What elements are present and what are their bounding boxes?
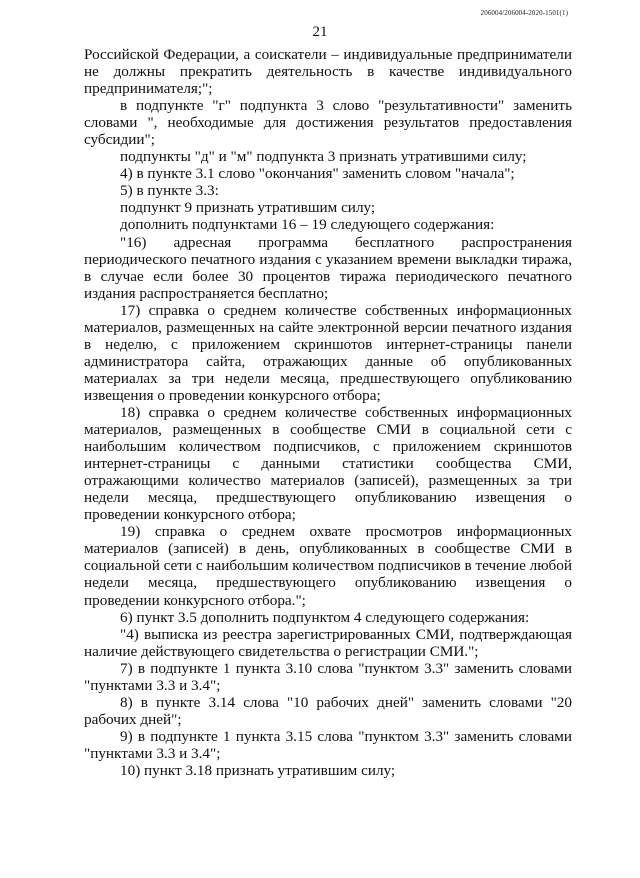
paragraph-subitem-16: "16) адресная программа бесплатного распространения периодического печатного издания с указанием времени выкладки тиража, в случае если более 30 процентов тиража периодического печатного издания распространяется бесплатно; [84,233,572,302]
paragraph-subitem-18: 18) справка о среднем количестве собственных информационных материалов, размещенных в сообществе СМИ в социальной сети с наибольшим количеством подписчиков, с приложением скриншотов интернет-страницы с данными статистики сообщества СМИ, отражающими количество материалов (записей), размещенных за три недели месяца, предшествующего опубликованию извещения о проведении конкурсного отбора; [84,403,572,524]
paragraph-continuation: Российской Федерации, а соискатели – индивидуальные предприниматели не должны прекратить деятельность в качестве индивидуального предпринимателя;"; [84,46,572,98]
paragraph-add-subitems: дополнить подпунктами 16 – 19 следующего содержания: [120,216,495,234]
paragraph-item-10: 10) пункт 3.18 признать утратившим силу; [120,761,396,779]
document-body [84,46,572,779]
paragraph-item-7: 7) в подпункте 1 пункта 3.10 слова "пунктом 3.3" заменить словами "пунктами 3.3 и 3.4"; [84,659,572,694]
page-number: 21 [312,24,328,40]
paragraph-item-8: 8) в пункте 3.14 слова "10 рабочих дней" заменить словами "20 рабочих дней"; [84,693,572,728]
paragraph-subitem-9: подпункт 9 признать утратившим силу; [120,199,376,217]
paragraph-item-4: 4) в пункте 3.1 слово "окончания" заменить словом "начала"; [120,165,515,183]
paragraph-subitem-g: в подпункте "г" подпункта 3 слово "результативности" заменить словами ", необходимые для достижения результатов предоставления субсидии"; [84,97,572,149]
paragraph-subitem-17: 17) справка о среднем количестве собственных информационных материалов, размещенных на сайте электронной версии печатного издания в неделю, с приложением скриншотов интернет-страницы панели администратора сайта, отражающих данные об опубликованных материалах за три недели месяца, предшествующего опубликованию извещения о проведении конкурсного отбора; [84,301,572,404]
paragraph-subitems-d-m: подпункты "д" и "м" подпункта 3 признать утратившими силу; [120,148,527,166]
paragraph-subitem-4-extract: "4) выписка из реестра зарегистрированных СМИ, подтверждающая наличие действующего свидетельства о регистрации СМИ."; [84,625,572,660]
paragraph-subitem-19: 19) справка о среднем охвате просмотров информационных материалов (записей) в день, опубликованных в сообществе СМИ в социальной сети с наибольшим количеством подписчиков в течение любой недели месяца, предшествующего опубликованию извещения о проведении конкурсного отбора."; [84,523,573,609]
paragraph-item-9: 9) в подпункте 1 пункта 3.15 слова "пунктом 3.3" заменить словами "пунктами 3.3 и 3.4"; [84,727,572,762]
document-id: 206004/206004-2020-1501(1) [480,9,568,17]
paragraph-item-5: 5) в пункте 3.3: [120,182,219,200]
paragraph-item-6: 6) пункт 3.5 дополнить подпунктом 4 следующего содержания: [120,608,530,626]
